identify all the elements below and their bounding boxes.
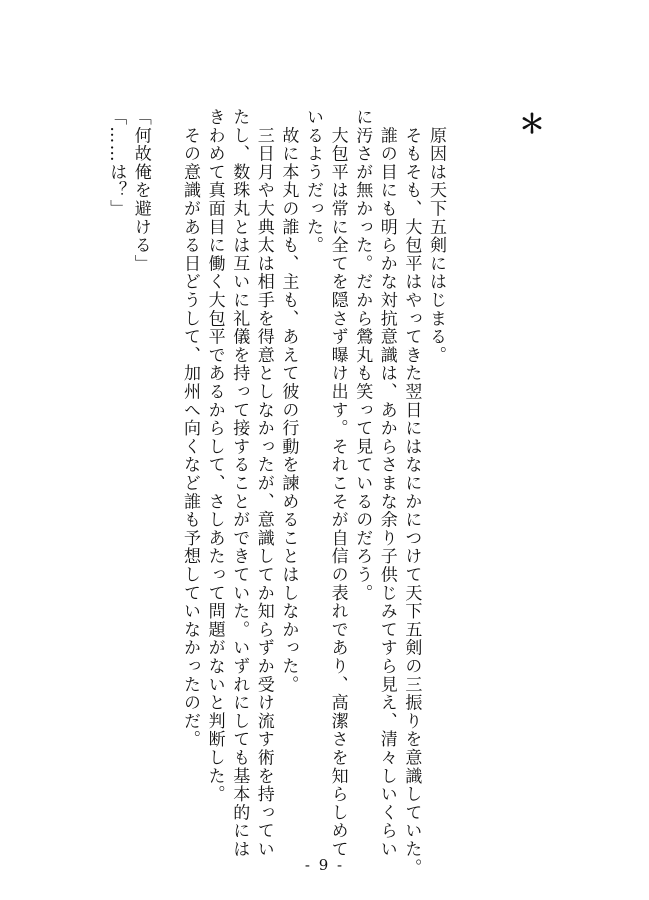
text-column: 三日月や大典太は相手を得意としなかったが、意識してか知らずか受け流す術を持ってい	[253, 108, 274, 859]
text-column: 故に本丸の誰も、主も、あえて彼の行動を諫めることはしなかった。	[278, 108, 299, 694]
text-column: 「何故俺を避ける」	[130, 108, 151, 273]
page-number: - 9 -	[304, 856, 345, 874]
text-column: そもそも、大包平はやってきた翌日にはなにかにつけて天下五剣の三振りを意識していた。	[401, 108, 422, 877]
text-column: に汚さが無かった。だから鶯丸も笑って見ているのだろう。	[352, 108, 373, 603]
text-column: きわめて真面目に働く大包平であるからして、さしあたって問題がないと判断した。	[204, 108, 225, 804]
text-column: 「……は？」	[106, 108, 127, 218]
text-column: たし、数珠丸とは互いに礼儀を持って接することができていた。いずれにしても基本的には	[229, 108, 250, 859]
text-column: 誰の目にも明らかな対抗意識は、あからさまな余り子供じみてすら見え、清々しいくらい	[376, 108, 397, 859]
section-break-asterisk: ＊	[519, 110, 546, 140]
text-column: 大包平は常に全てを隠さず曝け出す。それこそが自信の表れであり、高潔さを知らしめて	[327, 108, 348, 859]
text-column: 原因は天下五剣にはじまる。	[426, 108, 446, 365]
text-column: その意識がある日どうして、加州へ向くなど誰も予想していなかったのだ。	[180, 108, 200, 749]
text-column: いるようだった。	[303, 108, 323, 255]
